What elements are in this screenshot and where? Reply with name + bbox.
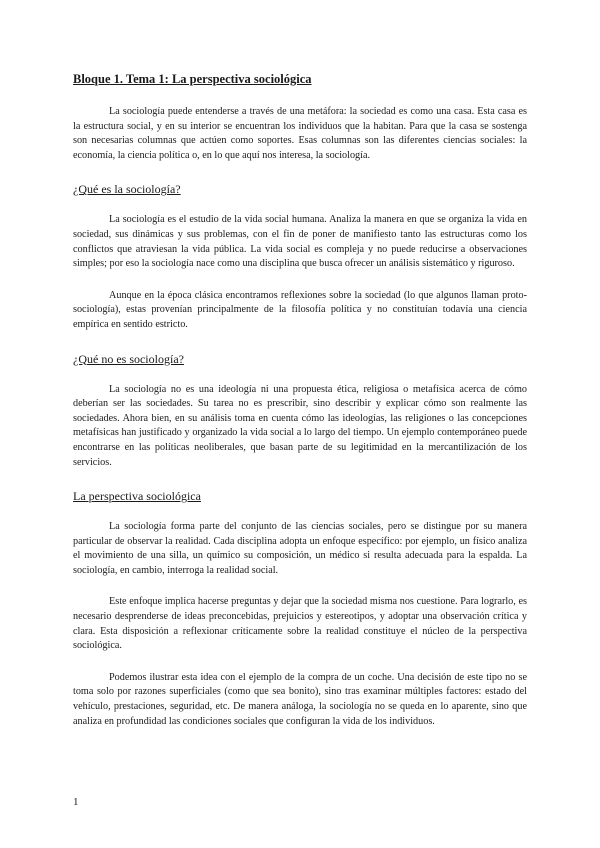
section-paragraph: La sociología es el estudio de la vida social humana. Analiza la manera en que se organiza la vida en sociedad, sus dinámicas y sus problemas, con el fin de poner de manifiesto tanto las estructuras como los conflictos que atraviesan la vida pública. La vida social es compleja y no puede reducirse a observaciones simples; por eso la sociología nace como una disciplina que busca ofrecer un análisis sistemático y riguroso. xyxy=(73,214,527,270)
intro-paragraph: La sociología puede entenderse a través de una metáfora: la sociedad es como una casa. Esta casa es la estructura social, y en su interior se encuentran los individuos que la habitan. Para que la casa se sostenga son necesarias columnas que actúen como soportes. Esas columnas son las diferentes ciencias sociales: la economía, la ciencia política o, en lo que aquí nos interesa, la sociología. xyxy=(73,106,527,161)
page-number: 1 xyxy=(73,796,79,808)
section-paragraph: Podemos ilustrar esta idea con el ejemplo de la compra de un coche. Una decisión de este tipo no se toma solo por razones superficiales (como que sea bonito), sino tras examinar múltiples factores: estado del vehículo, prestaciones, seguridad, etc. De manera análoga, la sociología no se queda en lo aparente, sino que analiza en profundidad las condiciones sociales que configuran la vida de los individuos. xyxy=(73,671,527,727)
document-page xyxy=(73,70,527,746)
document-title: Bloque 1. Tema 1: La perspectiva sociológica xyxy=(73,72,312,86)
section-paragraph: Aunque en la época clásica encontramos reflexiones sobre la sociedad (lo que algunos llaman proto-sociología), estas provenían principalmente de la filosofía política y no constituían todavía una ciencia empírica en sentido estricto. xyxy=(73,289,527,330)
section-heading-que-es: ¿Qué es la sociología? xyxy=(73,182,181,197)
section-heading-que-no-es: ¿Qué no es sociología? xyxy=(73,351,184,366)
section-paragraph: La sociología forma parte del conjunto de las ciencias sociales, pero se distingue por su manera particular de observar la realidad. Cada disciplina adopta un enfoque específico: por ejemplo, un físico analiza el movimiento de una silla, un químico su composición, un médico si resulta adecuada para la espalda. La sociología, en cambio, interroga la realidad social. xyxy=(73,521,527,576)
section-heading-perspectiva: La perspectiva sociológica xyxy=(73,489,201,504)
section-paragraph: Este enfoque implica hacerse preguntas y dejar que la sociedad misma nos cuestione. Para lograrlo, es necesario desprenderse de ideas preconcebidas, prejuicios y estereotipos, y adoptar una observación crítica y clara. Esta disposición a reflexionar críticamente sobre la realidad constituye el núcleo de la perspectiva sociológica. xyxy=(73,596,527,652)
section-paragraph: La sociología no es una ideología ni una propuesta ética, religiosa o metafísica acerca de cómo deberían ser las sociedades. Su tarea no es prescribir, sino describir y explicar cómo son realmente las sociedades. Ahora bien, en su análisis toma en cuenta cómo las ideologías, las religiones o las concepciones metafísicas han justificado y organizado la vida social a lo largo del tiempo. Un ejemplo contemporáneo puede encontrarse en las políticas neoliberales, que basan parte de su legitimidad en la mercantilización de los servicios. xyxy=(73,383,527,468)
